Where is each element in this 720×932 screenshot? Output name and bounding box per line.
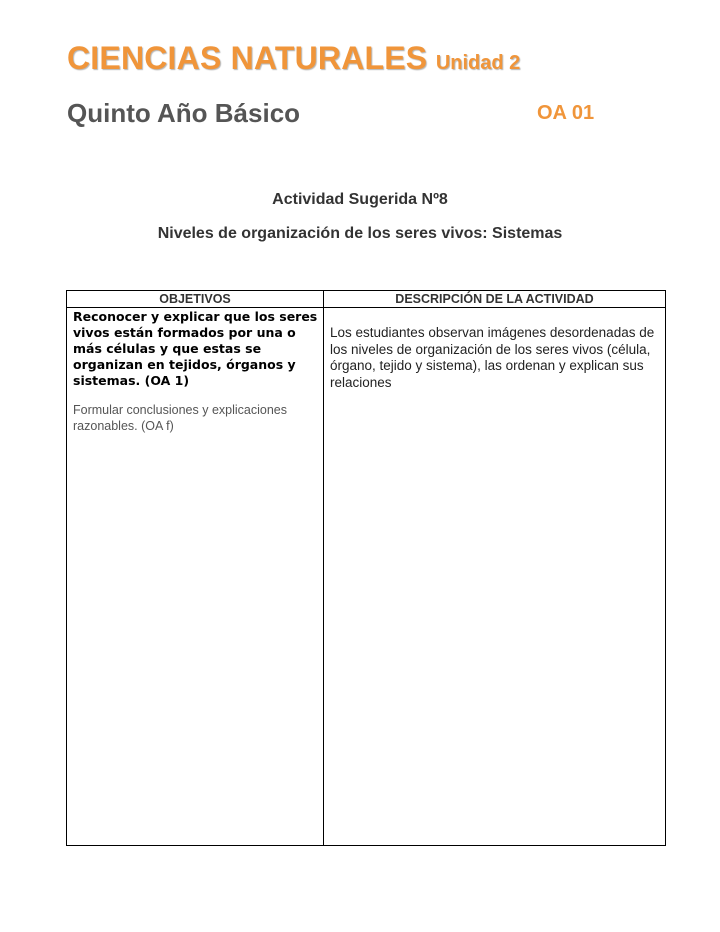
main-objective: Reconocer y explicar que los seres vivos están formados por una o más células y que estas se organizan en tejidos, órganos y sistemas. (OA 1) (73, 309, 318, 388)
activity-description: Los estudiantes observan imágenes desordenadas de los niveles de organización de los seres vivos (célula, órgano, tejido y sistema), las ordenan y explican sus relaciones (330, 325, 655, 390)
unit-label: Unidad 2 (435, 52, 521, 74)
activity-table (66, 290, 666, 846)
oa-code: OA 01 (537, 102, 595, 124)
table-header-divider (67, 307, 665, 308)
activity-title: Actividad Sugerida Nº8 (272, 191, 448, 208)
grade-label: Quinto Año Básico (67, 98, 301, 128)
secondary-objective: Formular conclusiones y explicaciones razonables. (OA f) (73, 403, 287, 433)
document-title (67, 40, 520, 77)
objectives-header: OBJETIVOS (159, 292, 231, 306)
table-column-divider (323, 291, 324, 845)
description-header: DESCRIPCIÓN DE LA ACTIVIDAD (395, 292, 594, 306)
subject-title: CIENCIAS NATURALES (67, 40, 428, 76)
activity-subtitle: Niveles de organización de los seres vivos: Sistemas (157, 225, 563, 242)
